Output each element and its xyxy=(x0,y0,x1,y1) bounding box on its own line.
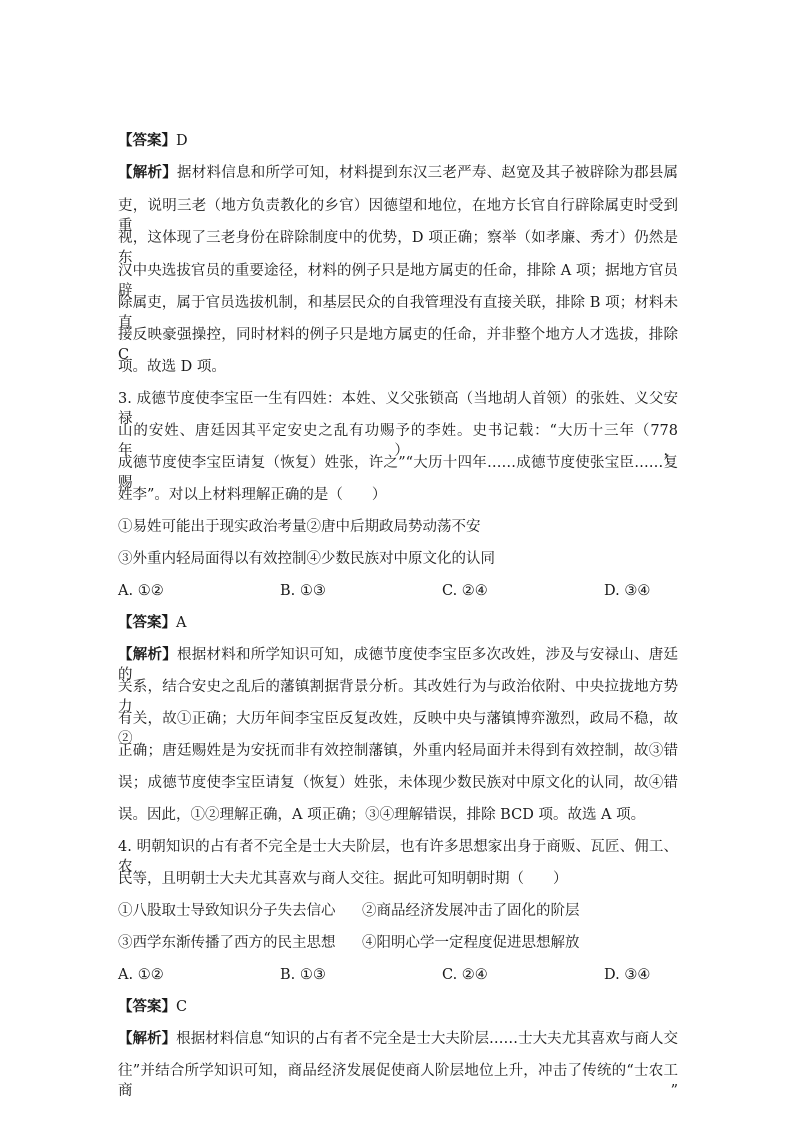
analysis-line: 吏，说明三老（地方负责教化的乡官）因德望和地位，在地方长官自行辟除属吏时受到重 xyxy=(118,198,678,234)
analysis-line: 误；成德节度使李宝臣请复（恢复）姓张，未体现少数民族对中原文化的认同，故④错 xyxy=(118,775,678,791)
option-d: D. ③④ xyxy=(604,583,651,599)
analysis-line: 除属吏，属于官员选拔机制，和基层民众的自我管理没有直接关联，排除 B 项；材料未直 xyxy=(118,295,678,331)
question-stem-line: 4. 明朝知识的占有者不完全是士大夫阶层，也有许多思想家出身于商贩、瓦匠、佣工、农 xyxy=(118,839,678,875)
answer-tag: 【答案】 xyxy=(118,132,176,149)
question-stem-line: 成德节度使李宝臣请复（恢复）姓张，许之”“大历十四年……成德节度使张宝臣……复赐 xyxy=(118,455,678,491)
option-b: B. ①③ xyxy=(280,967,326,983)
analysis-line: 往”并结合所学知识可知，商品经济发展促使商人阶层地位上升，冲击了传统的“士农工商” xyxy=(118,1063,678,1099)
option-b: B. ①③ xyxy=(280,583,326,599)
option-a: A. ①② xyxy=(118,583,164,599)
answer-value: D xyxy=(176,133,188,149)
analysis-line: 误。因此，①②理解正确，A 项正确；③④理解错误，排除 BCD 项。故选 A 项。 xyxy=(118,807,646,823)
analysis-line: 接反映豪强操控，同时材料的例子只是地方属吏的任命，并非整个地方人才选拔，排除 C xyxy=(118,327,678,363)
answer-tag: 【答案】 xyxy=(118,998,176,1015)
analysis-line: 有关，故①正确；大历年间李宝臣反复改姓，反映中央与藩镇博弈激烈，政局不稳，故② xyxy=(118,711,678,747)
question-stem-line: 姓李”。对以上材料理解正确的是（ ） xyxy=(118,487,387,503)
statement-2: ②商品经济发展冲击了固化的阶层 xyxy=(362,903,580,919)
analysis-line: 正确；唐廷赐姓是为安抚而非有效控制藩镇，外重内轻局面并未得到有效控制，故③错 xyxy=(118,743,678,759)
statement-4: ④阳明心学一定程度促进思想解放 xyxy=(362,935,580,951)
analysis-line xyxy=(118,645,679,683)
option-c: C. ②④ xyxy=(442,583,488,599)
answer-value: C xyxy=(176,999,188,1015)
statement-line: ①易姓可能出于现实政治考量②唐中后期政局势动荡不安 xyxy=(118,519,481,535)
question-stem-line: 民等，且明朝士大夫尤其喜欢与商人交往。据此可知明朝时期（ ） xyxy=(118,871,568,887)
analysis-text: 根据材料和所学知识可知，成德节度使李宝臣多次改姓，涉及与安禄山、唐廷的 xyxy=(118,647,679,683)
analysis-line: 汉中央选拔官员的重要途径，材料的例子只是地方属吏的任命，排除 A 项；据地方官员辟 xyxy=(118,263,678,299)
statement-line: ③外重内轻局面得以有效控制④少数民族对中原文化的认同 xyxy=(118,551,495,567)
option-c: C. ②④ xyxy=(442,967,488,983)
answer-line xyxy=(118,131,188,151)
analysis-line: 视，这体现了三老身份在辟除制度中的优势，D 项正确；察举（如孝廉、秀才）仍然是东 xyxy=(118,230,678,266)
statement-1: ①八股取士导致知识分子失去信心 xyxy=(118,903,336,919)
analysis-line xyxy=(118,1029,678,1049)
answer-value: A xyxy=(176,615,187,631)
question-stem-line: 3. 成德节度使李宝臣一生有四姓：本姓、义父张锁高（当地胡人首领）的张姓、义父安禄 xyxy=(118,391,678,427)
answer-line xyxy=(118,613,186,633)
question-stem-line: 山的安姓、唐廷因其平定安史之乱有功赐予的李姓。史书记载：“大历十三年（778 年）， xyxy=(118,423,678,459)
analysis-tag: 【解析】 xyxy=(118,646,177,663)
analysis-tag: 【解析】 xyxy=(118,164,177,181)
option-a: A. ①② xyxy=(118,967,164,983)
answer-line xyxy=(118,997,187,1017)
statement-3: ③西学东渐传播了西方的民主思想 xyxy=(118,935,336,951)
analysis-text: 根据材料信息“知识的占有者不完全是士大夫阶层……士大夫尤其喜欢与商人交 xyxy=(176,1031,678,1047)
option-d: D. ③④ xyxy=(604,967,651,983)
analysis-text: 据材料信息和所学可知，材料提到东汉三老严寿、赵宽及其子被辟除为郡县属 xyxy=(176,165,679,181)
analysis-line: 关系，结合安史之乱后的藩镇割据背景分析。其改姓行为与政治依附、中央拉拢地方势力 xyxy=(118,679,678,715)
analysis-line xyxy=(118,163,678,183)
answer-tag: 【答案】 xyxy=(118,614,176,631)
analysis-line: 项。故选 D 项。 xyxy=(118,359,226,375)
analysis-tag: 【解析】 xyxy=(118,1030,177,1047)
